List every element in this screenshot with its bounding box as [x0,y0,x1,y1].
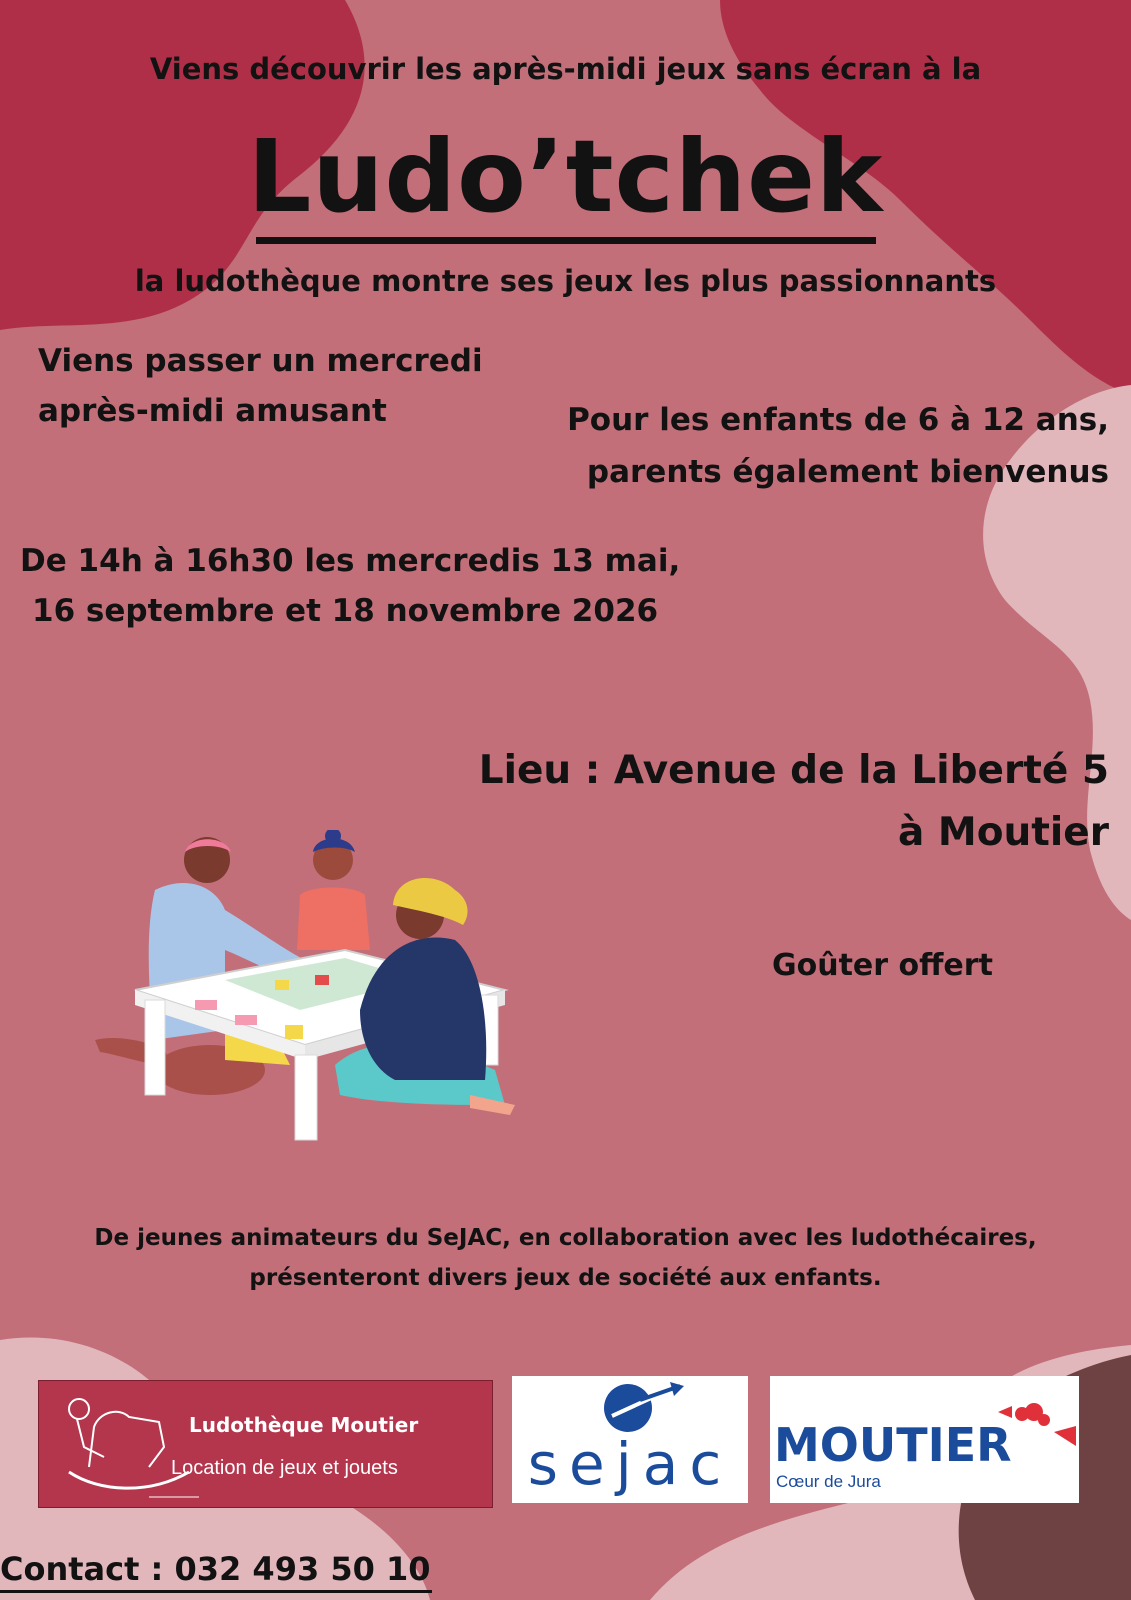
invite-line-2: après-midi amusant [38,393,387,429]
ludotheque-logo [38,1380,493,1508]
sejac-logo-name: sejac [527,1430,733,1498]
intro-text: Viens découvrir les après-midi jeux sans écran à la [149,52,982,86]
invite-line-1: Viens passer un mercredi [38,343,483,379]
description-line-2: présenteront divers jeux de société aux enfants. [249,1265,882,1291]
sejac-logo [512,1376,748,1503]
page-title: Ludo’tchek [247,118,884,235]
moutier-logo-name: MOUTIER [774,1418,1012,1472]
location-line-2: à Moutier [898,810,1109,855]
audience-line-1: Pour les enfants de 6 à 12 ans, [567,402,1109,438]
contact-phone: Contact : 032 493 50 10 [0,1550,431,1588]
snack-text: Goûter offert [772,948,993,983]
description-line-1: De jeunes animateurs du SeJAC, en collaboration avec les ludothécaires, [94,1225,1037,1251]
ludotheque-logo-tagline: Location de jeux et jouets [171,1457,398,1479]
rocking-horse-icon [49,1387,199,1502]
audience-line-2: parents également bienvenus [586,454,1109,490]
moutier-logo-tagline: Cœur de Jura [776,1472,881,1491]
moutier-logo [770,1376,1079,1503]
board-game-illustration [75,830,545,1150]
contact-underline [0,1590,432,1593]
location-line-1: Lieu : Avenue de la Liberté 5 [478,748,1109,793]
ludotheque-logo-name: Ludothèque Moutier [189,1413,419,1437]
schedule-line-2: 16 septembre et 18 novembre 2026 [32,593,659,629]
schedule-line-1: De 14h à 16h30 les mercredis 13 mai, [20,543,681,579]
title-underline [256,237,876,244]
subtitle-text: la ludothèque montre ses jeux les plus passionnants [134,264,997,298]
